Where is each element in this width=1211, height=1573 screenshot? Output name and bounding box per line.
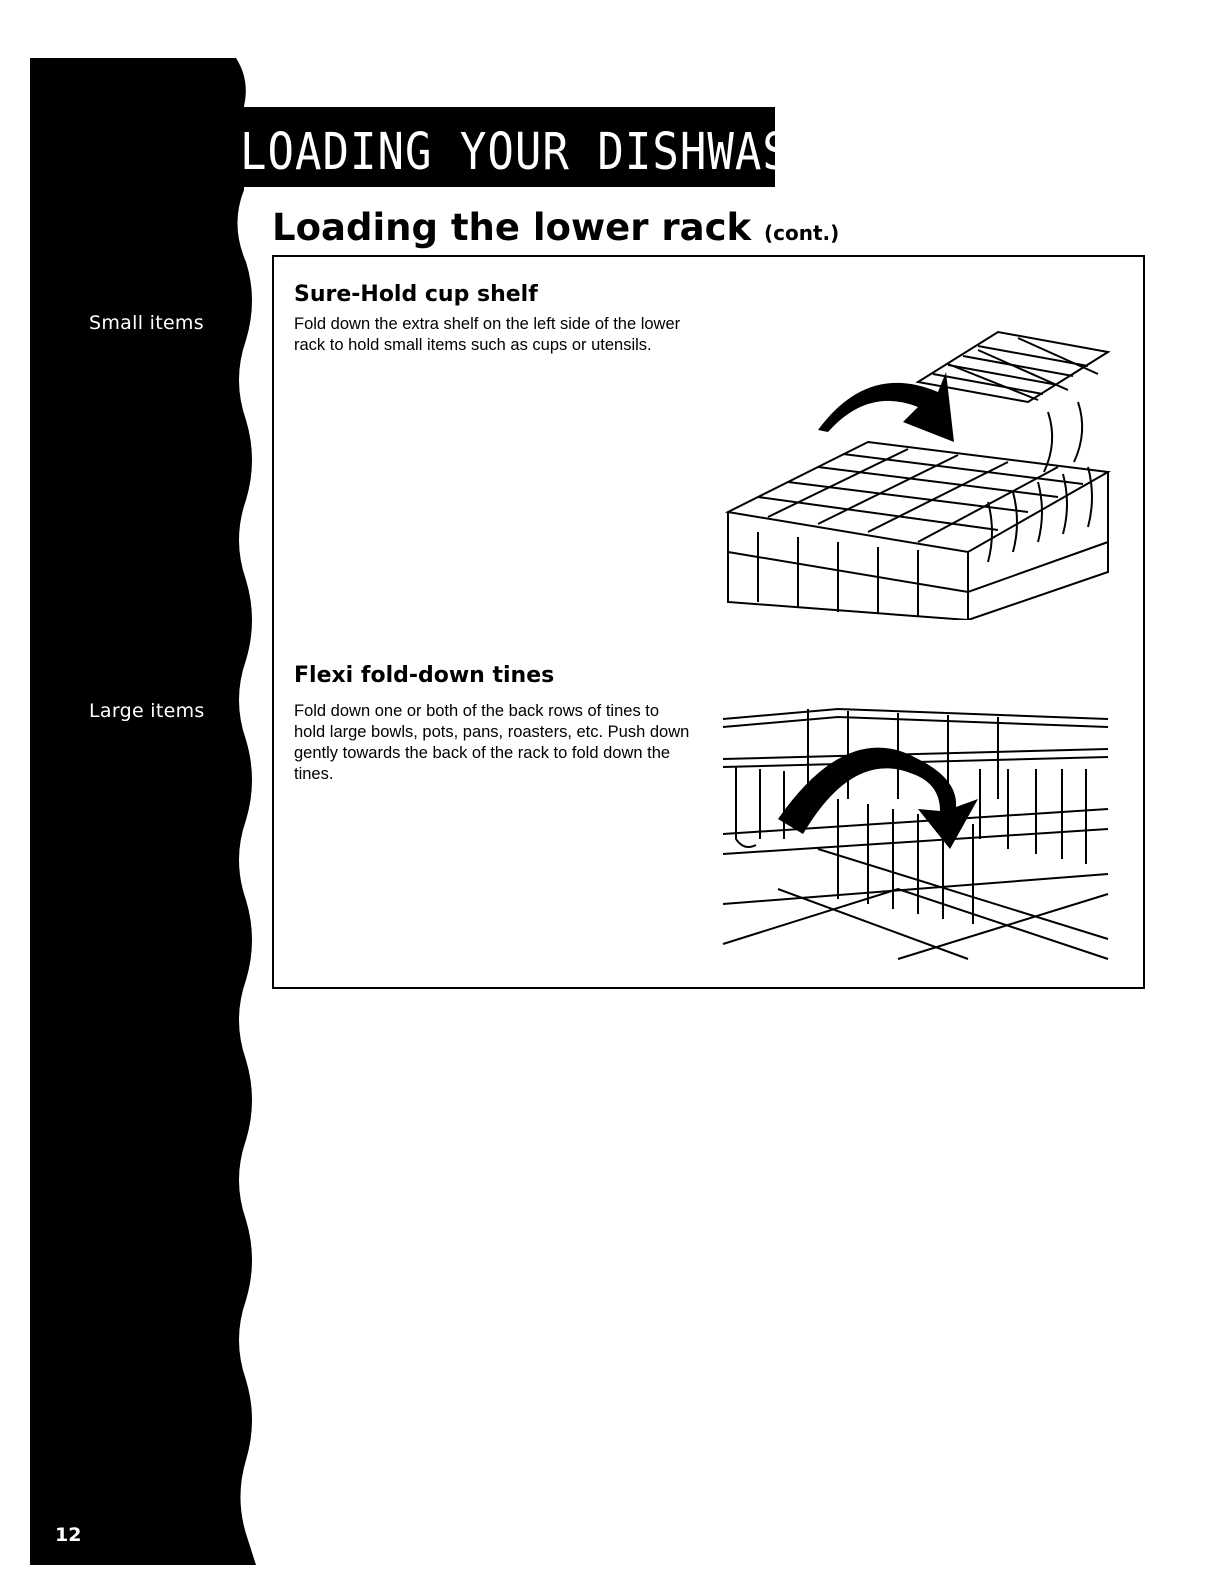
section-title-fold-down-tines: Flexi fold-down tines	[294, 663, 555, 688]
sidebar-band	[0, 0, 262, 1573]
page-title	[272, 206, 839, 249]
page-number: 12	[55, 1524, 82, 1546]
section-header-title: LOADING YOUR DISHWASHER	[240, 123, 873, 182]
page-title-suffix: (cont.)	[764, 221, 840, 245]
sidebar-item-small-items: Small items	[89, 312, 204, 334]
section-body-fold-down-tines: Fold down one or both of the back rows of tines to hold large bowls, pots, pans, roasters, etc. Push down gently towards the back of the rack to fold down the tines.	[294, 702, 690, 783]
section-title-cup-shelf: Sure-Hold cup shelf	[294, 282, 538, 307]
rack-tines-fold-illustration	[718, 689, 1113, 967]
page-title-text: Loading the lower rack	[272, 206, 752, 249]
content-box	[272, 255, 1145, 989]
section-body-cup-shelf: Fold down the extra shelf on the left side of the lower rack to hold small items such as cups or utensils.	[294, 315, 681, 354]
sidebar-item-large-items: Large items	[89, 700, 205, 722]
section-header-bar	[232, 107, 873, 187]
rack-shelf-fold-illustration	[718, 302, 1113, 620]
